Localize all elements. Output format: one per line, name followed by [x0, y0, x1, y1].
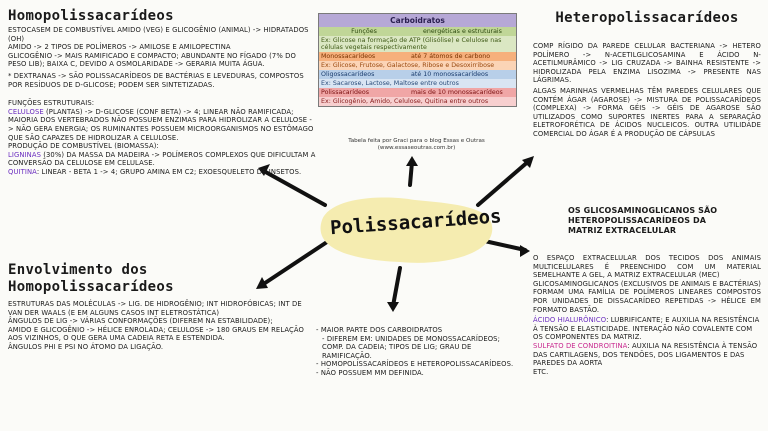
lignina-paragraph — [8, 151, 316, 168]
table-row — [319, 88, 516, 97]
table-cell: até 7 átomos de carbono — [409, 52, 516, 61]
hialuronico-paragraph — [533, 316, 761, 342]
hetero-text-algas: ALGAS MARINHAS VERMELHAS TÊM PAREDES CELULARES QUE CONTÉM ÁGAR (AGAROSE) -> MISTURA DE POLISSACARÍDEOS (COMPLEXA) -> FORMA GÉIS -> GÉIS DE AGAROSE SÃO UTILIZADOS COMO SUPORTES INERTES PARA A SEPARAÇÃO ELETROFORÉTICA DE ÁCIDOS NUCLEICOS. OUTRA UTILIDADE COMERCIAL DO ÁGAR É A PRODUÇÃO DE CÁPSULAS — [533, 86, 761, 138]
table-row — [319, 27, 516, 36]
caption-line1: Tabela feita por Graci para o blog Essas e Outras — [348, 138, 485, 144]
table-row — [319, 52, 516, 61]
hetero-text-bacteria: COMP RÍGIDO DA PAREDE CELULAR BACTERIANA -> HETERO POLÍMERO -> N-ACETILGLICOSAMINA E ÁCIDO N-ACETILMURÂMICO -> LIG CRUZADA -> BAINHA RESISTENTE -> HIDROLIZADA PELA ENZIMA LISOZIMA -> PRESENTE NAS LÁGRIMAS. — [533, 42, 761, 85]
table-cell: Funções — [319, 27, 409, 36]
homo-intro: ESTOCASEM DE COMBUSTÍVEL AMIDO (VEG) E GLICOGÊNIO (ANIMAL) -> HIDRATADOS (OH) — [8, 26, 309, 43]
funcoes-estruturais-title: FUNÇÕES ESTRUTURAIS: — [8, 99, 95, 108]
gags-title — [568, 206, 728, 236]
homo-line-glicogenio: GLICOGÊNIO -> MAIS RAMIFICADO E COMPACTO; ABUNDANTE NO FÍGADO (7% DO PESO LIB); BAIXA C, DEVIDO A OSMOLARIDADE -> GERARIA MUITA ÁGUA. — [8, 51, 296, 69]
homo-line-dextranas: * DEXTRANAS -> SÃO POLISSACARÍDEOS DE BACTÉRIAS E LEVEDURAS, COMPOSTOS POR RESÍDUOS DE D-GLICOSE; PODEM SER SINTETIZADAS. — [8, 71, 304, 89]
gags-title-line2: HETEROPOLISSACARÍDEOS DA — [568, 216, 707, 225]
homopolissacarideos-section — [8, 8, 316, 177]
bullet-item: - DIFEREM EM: UNIDADES DE MONOSSACARÍDEOS; COMP. DA CADEIA; TIPOS DE LIG; GRAU DE RAMIFICAÇÃO. — [322, 334, 500, 360]
table-caption — [318, 138, 515, 152]
table-row — [319, 61, 516, 70]
quitina-text: : LINEAR - BETA 1 -> 4; GRUPO AMINA EM C2; EXOESQUELETO DE INSETOS. — [36, 167, 302, 176]
celulose-label: CELULOSE — [8, 107, 44, 116]
etc-text: ETC. — [533, 367, 549, 376]
gags-title-line3: MATRIZ EXTRACELULAR — [568, 226, 677, 235]
homopolissacarideos-title: Homopolissacarídeos — [8, 8, 174, 24]
heteropolissacarideos-title: Heteropolissacarídeos — [555, 10, 739, 26]
envolvimento-section — [8, 262, 308, 352]
quitina-label: QUITINA — [8, 167, 37, 176]
quitina-paragraph — [8, 168, 316, 177]
table-cell: energéticas e estruturais — [409, 27, 516, 36]
table-row — [319, 36, 516, 52]
bullet-item: - MAIOR PARTE DOS CARBOIDRATOS — [316, 326, 443, 334]
envolvimento-title-line1: Envolvimento dos — [8, 262, 148, 278]
table-row — [319, 97, 516, 106]
heteropolissacarideos-section — [533, 10, 761, 139]
arrow-to-bullets — [393, 268, 400, 306]
envolvimento-title-line2: Homopolissacarídeos — [8, 279, 174, 295]
table-cell: mais de 10 monossacarídeos — [409, 88, 516, 97]
bullet-item: - HOMOPOLISSACARÍDEOS E HETEROPOLISSACARÍDEOS. — [316, 360, 514, 369]
condroitina-label: SULFATO DE CONDROITINA — [533, 341, 628, 350]
gags-text: O ESPAÇO EXTRACELULAR DOS TECIDOS DOS ANIMAIS MULTICELULARES É PREENCHIDO COM UM MATERIAL SEMELHANTE A GEL, A MATRIZ EXTRACELULAR (MEC) GLICOSAMINOGLICANOS (EXCLUSIVOS DE ANIMAIS E BACTÉRIAS) FORMAM UMA FAMÍLIA DE POLÍMEROS LINEARES COMPOSTOS POR UNIDADES DE DISSACARÍDEO REPETIDAS -> HÉLICE EM FORMATO BASTÃO. — [533, 254, 761, 314]
condroitina-paragraph — [533, 342, 761, 368]
producao-text: PRODUÇÃO DE COMBUSTÍVEL (BIOMASSA): — [8, 142, 159, 151]
table-cell: Ex: Glicose, Frutose, Galactose, Ribose e Desoxirribose — [319, 61, 516, 70]
table-row — [319, 70, 516, 79]
table-cell: Ex: Glicogênio, Amido, Celulose, Quitina entre outros — [319, 97, 516, 106]
center-title: Polissacarídeos — [329, 205, 503, 240]
polissacarideos-bullets — [316, 326, 516, 378]
arrowhead-bullets — [387, 302, 399, 312]
homo-line-amido: AMIDO -> 2 TIPOS DE POLÍMEROS -> AMILOSE E AMILOPECTINA — [8, 43, 231, 52]
caption-line2: (www.essaseoutras.com.br) — [377, 145, 456, 151]
celulose-text: (PLANTAS) -> D-GLICOSE (CONF BETA) -> 4; LINEAR NÃO RAMIFICADA; MAIORIA DOS VERTEBRADOS NÃO POSSUEM ENZIMAS PARA HIDROLIZAR A CELULOSE -> NÃO GERA ENERGIA; OS RUMINANTES POSSUEM MICROORGANISMOS NO ESTÔMAGO QUE SÃO CAPAZES DE HIDROLIZAR A CELULOSE. — [8, 107, 314, 142]
bullet-item: - NÃO POSSUEM MM DEFINIDA. — [316, 368, 424, 377]
lignina-text: (30%) DA MASSA DA MADEIRA -> POLÍMEROS COMPLEXOS QUE DIFICULTAM A CONVERSÃO DA CELULOSE EM CELULASE. — [8, 150, 316, 168]
gags-section — [533, 254, 761, 376]
hialuronico-text: : LUBRIFICANTE; E AUXILIA NA RESISTÊNCIA À TENSÃO E ELASTICIDADE. INTERAÇÃO NÃO COVALENTE COM OS COMPONENTES DA MATRIZ. — [533, 316, 760, 342]
hialuronico-label: ÁCIDO HIALURÔNICO — [533, 316, 607, 325]
table-header: Carboidratos — [319, 14, 516, 27]
table-cell: Oligossacarídeos — [319, 70, 409, 79]
table-cell: até 10 monossacarídeos — [409, 70, 516, 79]
table-cell: Monossacarídeos — [319, 52, 409, 61]
gags-title-line1: OS GLICOSAMINOGLICANOS SÃO — [568, 206, 718, 215]
arrowhead-table — [406, 156, 418, 166]
lignina-label: LIGNINAS — [8, 150, 41, 159]
carboidratos-table — [318, 13, 517, 107]
table-cell: Polissacarídeos — [319, 88, 409, 97]
envolvimento-text: ESTRUTURAS DAS MOLÉCULAS -> LIG. DE HIDROGÊNIO; INT HIDROFÓBICAS; INT DE VAN DER WAALS (E EM ALGUNS CASOS INT ELETROSTÁTICA) ÂNGULOS DE LIG -> VÁRIAS CONFORMAÇÕES (DIFEREM NA ESTABILIDADE); AMIDO E GLICOGÊNIO -> HÉLICE ENROLADA; CELULOSE -> 180 GRAUS EM RELAÇÃO AOS VIZINHOS, O QUE GERA UMA CADEIA RETA E ESTENDIDA. ÂNGULOS PHI E PSI NO ÁTOMO DA LIGAÇÃO. — [8, 300, 304, 351]
table-cell: Ex: Sacarose, Lactose, Maltose entre outros — [319, 79, 516, 88]
arrowhead-gags — [520, 245, 530, 257]
celulose-paragraph — [8, 108, 316, 142]
table-row — [319, 79, 516, 88]
condroitina-text: : AUXILIA NA RESISTÊNCIA À TENSÃO DAS CARTILAGENS, DOS TENDÕES, DOS LIGAMENTOS E DAS PAREDES DA AORTA — [533, 341, 758, 368]
table-cell: Ex: Glicose na formação de ATP (Glisólise) e Celulose nas células vegetais respectivamente — [319, 36, 516, 52]
